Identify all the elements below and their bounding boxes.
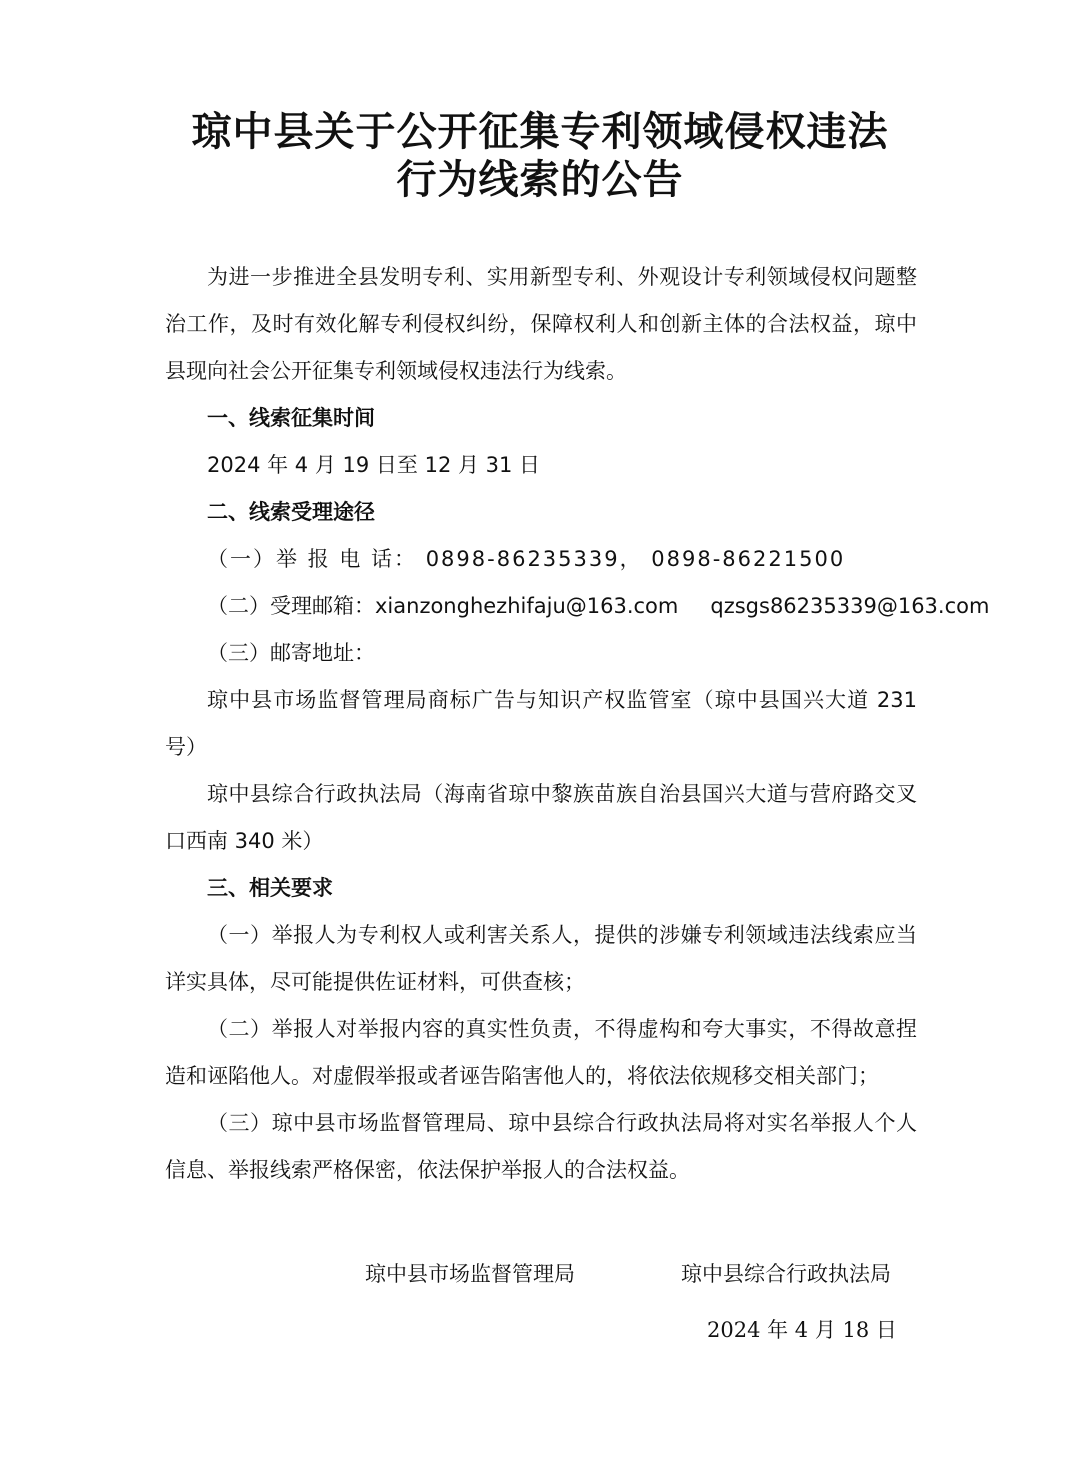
email-1: xianzonghezhifaju@163.com: [375, 594, 679, 618]
section1-content: 2024 年 4 月 19 日至 12 月 31 日: [207, 453, 541, 477]
requirement-1: （一）举报人为专利权人或利害关系人，提供的涉嫌专利领域违法线索应当详实具体，尽可能提供佐证材料，可供查核；: [165, 923, 917, 994]
section1-heading: 一、线索征集时间: [207, 406, 375, 430]
requirement-2: （二）举报人对举报内容的真实性负责，不得虚构和夸大事实，不得故意捏造和诬陷他人。对虚假举报或者诬告陷害他人的，将依法依规移交相关部门；: [165, 1017, 917, 1088]
email-label: （二）受理邮箱：: [207, 594, 375, 618]
signature-date: 2024 年 4 月 18 日: [707, 1318, 897, 1342]
section3-heading: 三、相关要求: [207, 876, 333, 900]
title-line-1: 琼中县关于公开征集专利领域侵权违法: [191, 108, 889, 155]
email-line: [165, 583, 990, 630]
title-line-2: 行为线索的公告: [396, 156, 684, 203]
phone-line: （一）举 报 电 话： 0898-86235339， 0898-86221500: [207, 547, 846, 571]
document-body: [165, 254, 990, 1194]
signature-org-2: 琼中县综合行政执法局: [681, 1262, 891, 1286]
email-2: qzsgs86235339@163.com: [710, 594, 990, 618]
section2-heading: 二、线索受理途径: [207, 500, 375, 524]
intro-paragraph: 为进一步推进全县发明专利、实用新型专利、外观设计专利领域侵权问题整治工作，及时有效化解专利侵权纠纷，保障权利人和创新主体的合法权益，琼中县现向社会公开征集专利领域侵权违法行为线索。: [165, 265, 917, 383]
address-2: 琼中县综合行政执法局（海南省琼中黎族苗族自治县国兴大道与营府路交叉口西南 340 米）: [165, 782, 917, 853]
address-1: 琼中县市场监督管理局商标广告与知识产权监管室（琼中县国兴大道 231 号）: [165, 688, 917, 759]
requirement-3: （三）琼中县市场监督管理局、琼中县综合行政执法局将对实名举报人个人信息、举报线索严格保密，依法保护举报人的合法权益。: [165, 1111, 917, 1182]
signature-org-1: 琼中县市场监督管理局: [365, 1262, 575, 1286]
address-label: （三）邮寄地址：: [207, 641, 375, 665]
